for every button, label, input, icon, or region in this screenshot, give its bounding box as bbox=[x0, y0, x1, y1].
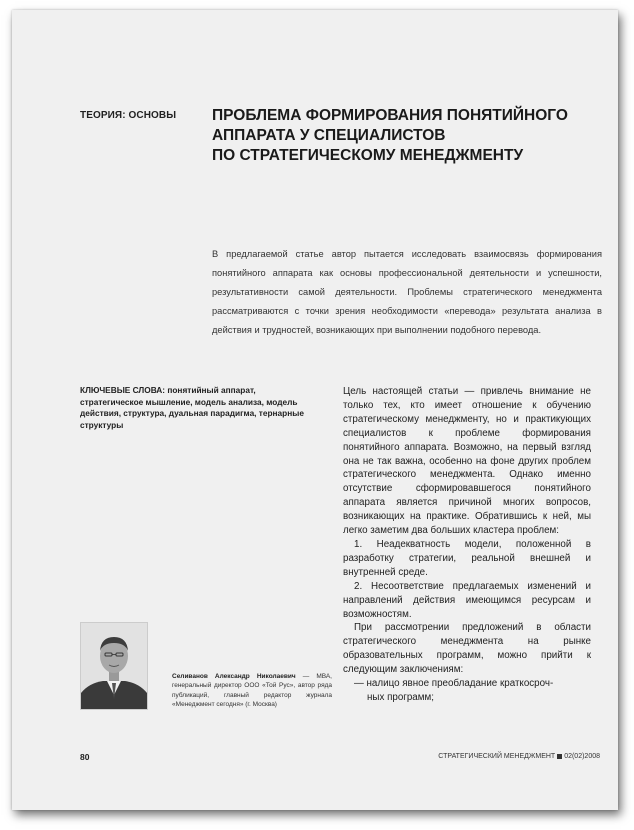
square-bullet-icon bbox=[557, 754, 562, 759]
author-photo bbox=[80, 622, 148, 710]
title-line: АППАРАТА У СПЕЦИАЛИСТОВ bbox=[212, 127, 446, 144]
body-paragraph: При рассмотрении предложений в области стратегического менеджмента на рынке образовательных программ, можно прийти к следующим заключениям: bbox=[343, 622, 591, 676]
article-abstract: В предлагаемой статье автор пытается исследовать взаимосвязь формирования понятийного аппарата как основы профессиональной деятельности и успешности, результативности самой деятельности. Проблемы стратегического менеджмента рассматриваются с точки зрения необходимости «перевода» результата анализа в действия и трудностей, возникающих при выполнении подобного перевода. bbox=[212, 249, 602, 335]
body-paragraph: Цель настоящей статьи — привлечь внимание не только тех, кто имеет отношение к обучению стратегическому менеджменту, но и практикующих специалистов к проблеме формирования понятийного аппарата. Возможно, на первый взгляд она не так важна, особенно на фоне других проблем стратегического менеджмента. Однако именно отсутствие сформировавшегося понятийного аппарата является причиной многих вопросов, возникающих на практике. Обратившись к ней, мы легко заметим два больших кластера проблем: bbox=[343, 386, 591, 537]
author-name: Селиванов Александр Николаевич bbox=[172, 673, 296, 680]
page-number: 80 bbox=[80, 752, 90, 762]
keywords: КЛЮЧЕВЫЕ СЛОВА: понятийный аппарат, стратегическое мышление, модель анализа, модель действия, структура, дуальная парадигма, тернарные структуры bbox=[80, 385, 304, 430]
list-item: 2. Несоответствие предлагаемых изменений и направлений действия имеющимся ресурсам и возможностям. bbox=[343, 580, 591, 620]
journal-footer bbox=[430, 753, 600, 760]
article-body bbox=[343, 385, 591, 705]
title-line: ПО СТРАТЕГИЧЕСКОМУ МЕНЕДЖМЕНТУ bbox=[212, 147, 524, 164]
dash-item-continuation: ных программ; bbox=[367, 691, 434, 703]
journal-page bbox=[12, 10, 618, 810]
title-line: ПРОБЛЕМА ФОРМИРОВАНИЯ ПОНЯТИЙНОГО bbox=[212, 107, 568, 124]
journal-name: СТРАТЕГИЧЕСКИЙ МЕНЕДЖМЕНТ bbox=[438, 753, 556, 760]
list-item: 1. Неадекватность модели, положенной в разработку стратегии, реальной внешней и внутренней среде. bbox=[343, 538, 591, 578]
journal-issue: 02(02)2008 bbox=[564, 753, 600, 760]
author-details: — МВА, генеральный директор ООО «Той Рус», автор ряда публикаций, главный редактор журнала «Менеджмент сегодня» (г. Москва) bbox=[172, 673, 332, 708]
author-portrait-icon bbox=[81, 623, 147, 709]
section-label: ТЕОРИЯ: ОСНОВЫ bbox=[80, 110, 177, 121]
dash-item: — налицо явное преобладание краткосроч- bbox=[354, 678, 554, 690]
article-title bbox=[212, 106, 602, 166]
author-bio bbox=[172, 672, 332, 709]
